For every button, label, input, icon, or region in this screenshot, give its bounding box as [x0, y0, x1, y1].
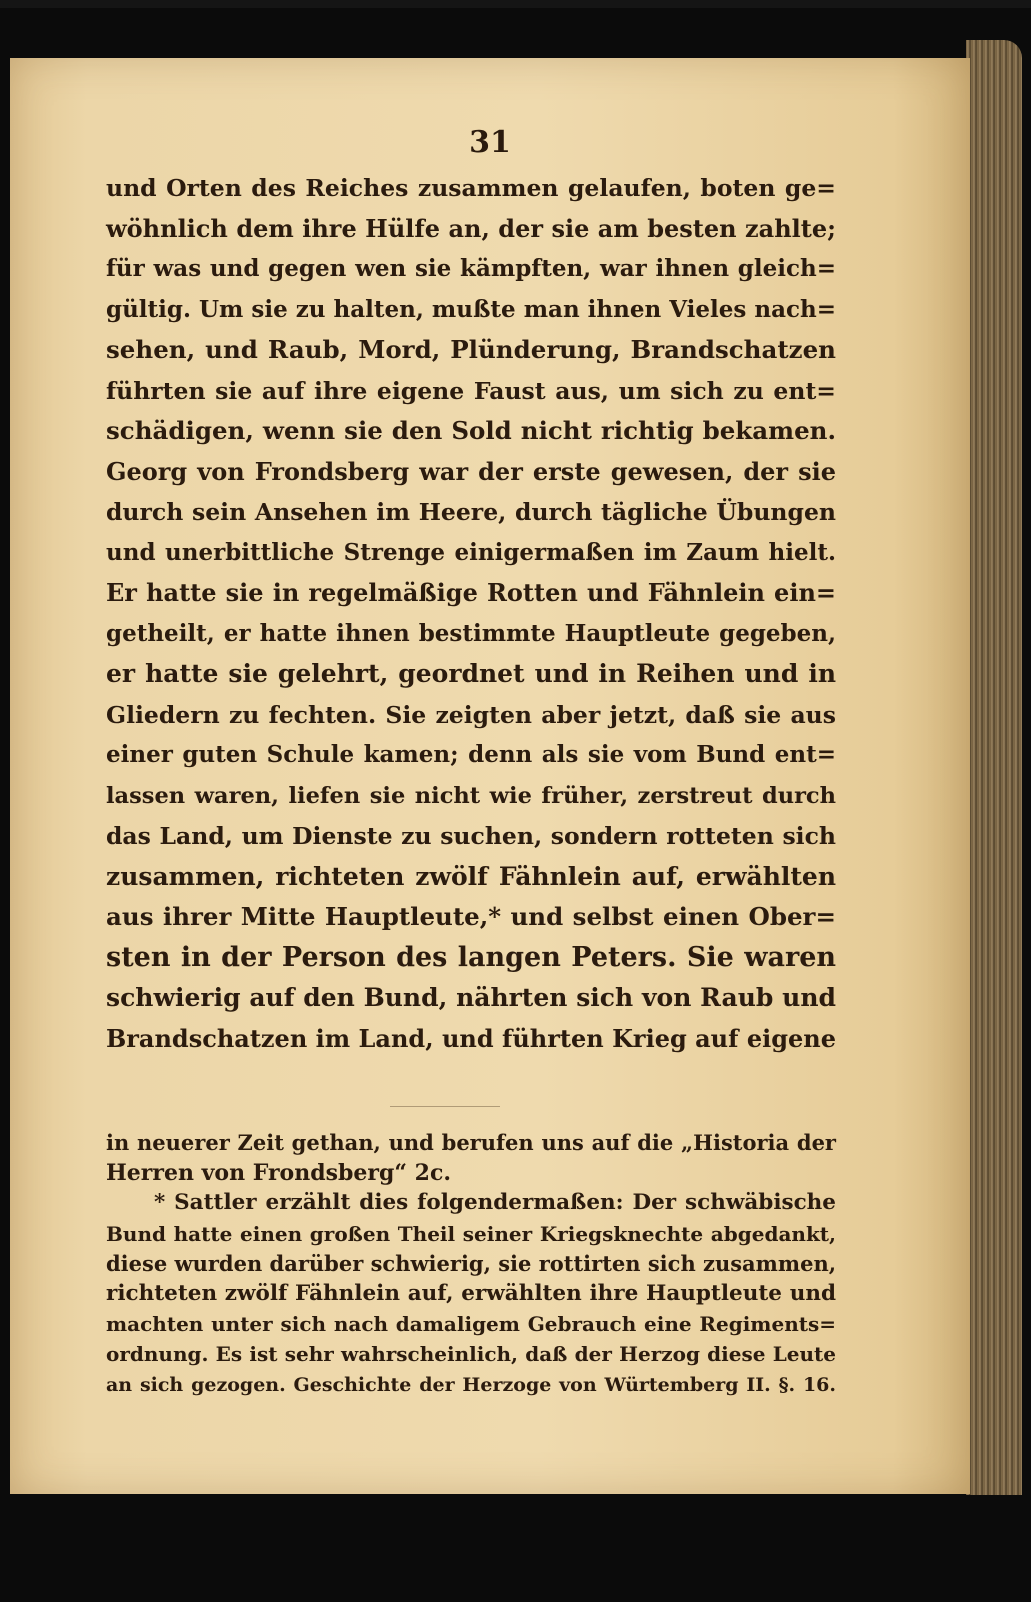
footnote-line: Bund hatte einen großen Theil seiner Kriegsknechte abgedankt, [106, 1221, 836, 1246]
body-line: schädigen, wenn sie den Sold nicht richtig bekamen. [106, 416, 836, 445]
body-line: und unerbittliche Strenge einigermaßen im Zaum hielt. [106, 538, 836, 566]
body-line: durch sein Ansehen im Heere, durch tägliche Übungen [106, 498, 836, 526]
footnote-line: diese wurden darüber schwierig, sie rottirten sich zusammen, [106, 1250, 837, 1276]
body-line: und Orten des Reiches zusammen gelaufen, boten ge= [106, 174, 836, 202]
body-line: sten in der Person des langen Peters. Sie waren [106, 941, 836, 973]
body-line: schwierig auf den Bund, nährten sich von Raub und [106, 983, 836, 1012]
body-line: zusammen, richteten zwölf Fähnlein auf, erwählten [106, 861, 836, 891]
body-line: gültig. Um sie zu halten, mußte man ihnen Vieles nach= [106, 295, 836, 323]
footnote-line: ordnung. Es ist sehr wahrscheinlich, daß der Herzog diese Leute [106, 1342, 836, 1367]
footnote-line: Herren von Frondsberg“ 2c. [106, 1160, 452, 1187]
footnotes [106, 1128, 836, 1400]
body-line: lassen waren, liefen sie nicht wie früher, zerstreut durch [106, 782, 836, 809]
body-text [106, 168, 836, 1059]
body-line: führten sie auf ihre eigene Faust aus, um sich zu ent= [106, 376, 836, 405]
scan-top-border [0, 0, 1031, 8]
body-line: für was und gegen wen sie kämpften, war ihnen gleich= [106, 255, 836, 282]
footnote-line: an sich gezogen. Geschichte der Herzoge von Würtemberg II. §. 16. [106, 1373, 836, 1396]
body-line: Gliedern zu fechten. Sie zeigten aber jetzt, daß sie aus [106, 700, 836, 729]
footnote-line: machten unter sich nach damaligem Gebrauch eine Regiments= [106, 1312, 836, 1337]
body-line: einer guten Schule kamen; denn als sie vom Bund ent= [106, 741, 836, 768]
body-line: er hatte sie gelehrt, geordnet und in Reihen und in [106, 659, 836, 688]
body-line: getheilt, er hatte ihnen bestimmte Hauptleute gegeben, [106, 619, 836, 647]
body-line: aus ihrer Mitte Hauptleute,* und selbst einen Ober= [106, 902, 836, 931]
book-page-edges [966, 40, 1022, 1495]
body-line: wöhnlich dem ihre Hülfe an, der sie am besten zahlte; [106, 213, 836, 243]
body-line: Er hatte sie in regelmäßige Rotten und Fähnlein ein= [106, 578, 836, 607]
page-number: 31 [469, 125, 511, 160]
body-line: das Land, um Dienste zu suchen, sondern rotteten sich [106, 822, 836, 850]
footnote-line: * Sattler erzählt dies folgendermaßen: Der schwäbische [154, 1190, 836, 1216]
footnote-line: in neuerer Zeit gethan, und berufen uns auf die „Historia der [106, 1130, 836, 1155]
book-page [10, 58, 970, 1494]
body-line: Georg von Frondsberg war der erste gewesen, der sie [106, 456, 836, 486]
body-line: sehen, und Raub, Mord, Plünderung, Brandschatzen [106, 335, 836, 364]
body-line: Brandschatzen im Land, und führten Krieg auf eigene [106, 1023, 836, 1053]
footnote-line: richteten zwölf Fähnlein auf, erwählten ihre Hauptleute und [106, 1280, 836, 1306]
footnote-separator [390, 1106, 500, 1107]
